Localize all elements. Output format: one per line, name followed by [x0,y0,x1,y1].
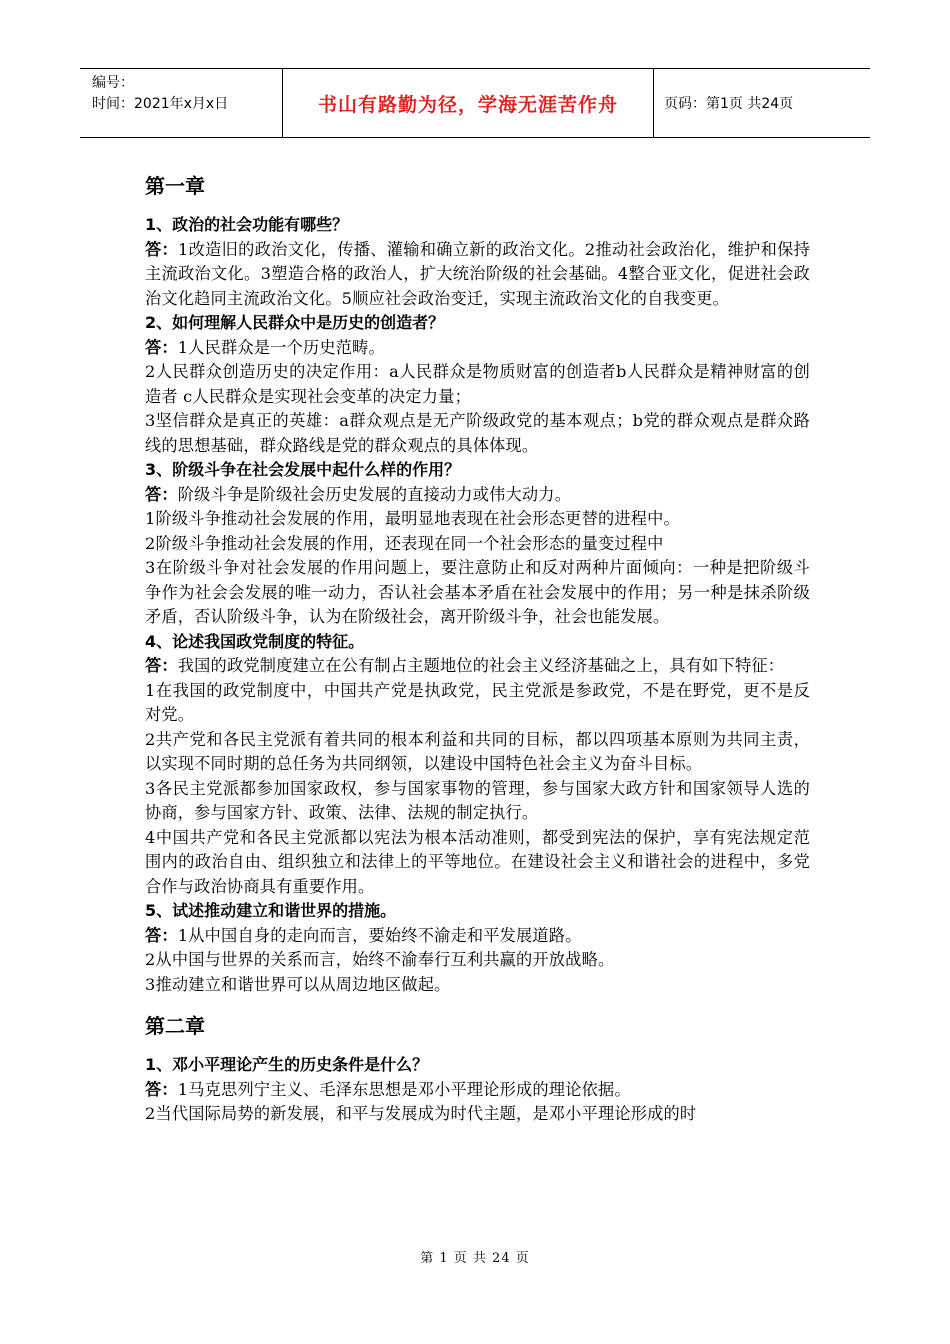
question-heading: 1、邓小平理论产生的历史条件是什么？ [145,1055,429,1074]
answer-paragraph [145,924,810,949]
answer-paragraph: 2当代国际局势的新发展，和平与发展成为时代主题，是邓小平理论形成的时 [145,1104,697,1123]
question-heading: 5、试述推动建立和谐世界的措施。 [145,901,397,920]
answer-paragraph [145,336,810,361]
answer-paragraph: 2阶级斗争推动社会发展的作用，还表现在同一个社会形态的量变过程中 [145,533,664,553]
answer-paragraph: 3各民主党派都参加国家政权，参与国家事物的管理，参与国家大政方针和国家领导人选的协商，参与国家方针、政策、法律、法规的制定执行。 [145,778,810,822]
header-motto: 书山有路勤为径，学海无涯苦作舟 [282,69,654,137]
date-label: 时间：2021年x月x日 [92,96,229,112]
answer-paragraph: 2从中国与世界的关系而言，始终不渝奉行互利共赢的开放战略。 [145,950,615,969]
answer-text: 1马克思列宁主义、毛泽东思想是邓小平理论形成的理论依据。 [177,1079,631,1099]
answer-paragraph: 1阶级斗争推动社会发展的作用，最明显地表现在社会形态更替的进程中。 [145,509,680,528]
answer-prefix: 答： [145,239,179,259]
answer-paragraph: 2人民群众创造历史的决定作用：a人民群众是物质财富的创造者b人民群众是精神财富的创造者 c人民群众是实现社会变革的决定力量； [145,362,810,406]
question-heading: 2、如何理解人民群众中是历史的创造者？ [145,313,445,332]
question-heading: 3、阶级斗争在社会发展中起什么样的作用？ [145,460,461,479]
header-table [80,68,870,138]
answer-prefix: 答： [145,337,178,357]
answer-text: 1从中国自身的走向而言，要始终不渝走和平发展道路。 [177,925,582,945]
answer-prefix: 答： [145,1079,178,1099]
answer-prefix: 答： [145,656,178,675]
answer-paragraph [145,1078,810,1103]
question-heading: 4、论述我国政党制度的特征。 [145,631,365,651]
document-body [145,163,810,1127]
answer-prefix: 答： [145,484,178,504]
answer-text: 我国的政党制度建立在公有制占主题地位的社会主义经济基础之上，具有如下特征： [177,656,785,675]
page-footer: 第 1 页 共 24 页 [420,1251,530,1266]
answer-paragraph: 3在阶级斗争对社会发展的作用问题上，要注意防止和反对两种片面倾向：一种是把阶级斗争作为社会会发展的唯一动力，否认社会基本矛盾在社会发展中的作用；另一种是抹杀阶级矛盾，否认阶级斗争，认为在阶级社会，离开阶级斗争，社会也能发展。 [145,558,810,626]
answer-paragraph [145,483,810,508]
answer-text: 1改造旧的政治文化，传播、灌输和确立新的政治文化。2推动社会政治化，维护和保持主流政治文化。3塑造合格的政治人，扩大统治阶级的社会基础。4整合亚文化，促进社会政治文化趋同主流政治文化。5顺应社会政治变迁，实现主流政治文化的自我变更。 [145,239,810,308]
answer-paragraph: 4中国共产党和各民主党派都以宪法为根本活动准则，都受到宪法的保护，享有宪法规定范围内的政治自由、组织独立和法律上的平等地位。在建设社会主义和谐社会的进程中，多党合作与政治协商具有重要作用。 [145,827,810,896]
answer-paragraph [145,654,810,679]
answer-paragraph: 3坚信群众是真正的英雄：a群众观点是无产阶级政党的基本观点；b党的群众观点是群众路线的思想基础，群众路线是党的群众观点的具体体现。 [145,411,810,455]
chapter-title: 第二章 [145,1014,205,1038]
chapter-title: 第一章 [145,174,205,198]
answer-paragraph: 3推动建立和谐世界可以从周边地区做起。 [145,974,451,994]
number-label: 编号： [92,75,134,91]
answer-paragraph: 1在我国的政党制度中，中国共产党是执政党，民主党派是参政党，不是在野党，更不是反对党。 [145,680,810,724]
answer-prefix: 答： [145,925,178,945]
answer-text: 阶级斗争是阶级社会历史发展的直接动力或伟大动力。 [177,484,572,504]
header-meta [80,69,282,137]
answer-paragraph [145,238,810,312]
header-page-label: 页码：第1页 共24页 [664,96,794,112]
answer-text: 1人民群众是一个历史范畴。 [177,337,385,357]
question-heading: 1、政治的社会功能有哪些？ [145,215,349,234]
answer-paragraph: 2共产党和各民主党派有着共同的根本利益和共同的目标，都以四项基本原则为共同主责，以实现不同时期的总任务为共同纲领，以建设中国特色社会主义为奋斗目标。 [145,729,810,773]
